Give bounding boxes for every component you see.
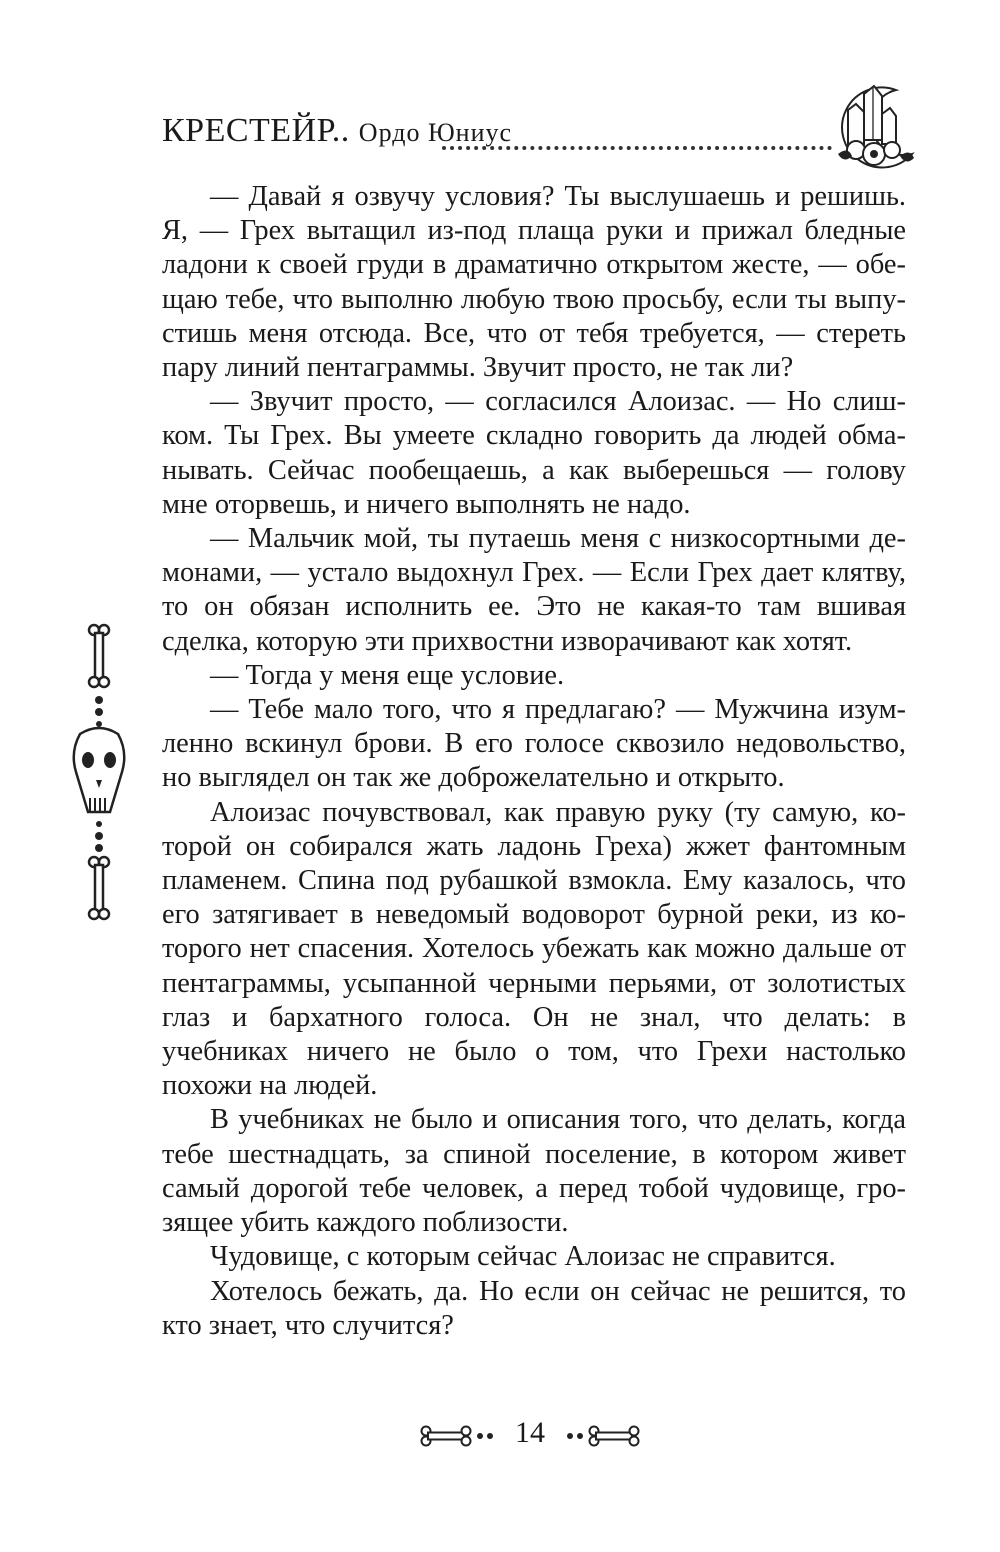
paragraph: В учебниках не было и описания того, что делать, когда тебе шестнадцать, за спиной поселение, в котором живет самый дорогой тебе человек, а перед тобой чудовище, грозящее убить каждого поблизости. — [162, 1104, 906, 1239]
bone-icon — [420, 1424, 496, 1448]
paragraph: — Тебе мало того, что я предлагаю? — Мужчина изумленно вскинул брови. В его голосе сквозило недовольство, но выглядел он так же доброжелательно и открыто. — [162, 694, 906, 794]
header-dotted-rule — [442, 126, 832, 150]
body-text — [162, 180, 906, 1343]
author-name: Ордо Юниус — [358, 118, 513, 147]
series-title: КРЕСТЕЙР.. — [162, 112, 350, 149]
crystal-moon-icon — [826, 84, 922, 176]
paragraph: Алоизас почувствовал, как правую руку (ту самую, которой он собирался жать ладонь Греха) жжет фантомным пламенем. Спина под рубашкой взмокла. Ему казалось, что его затягивает в неведомый водоворот бурной реки, из которого нет спасения. Хотелось убежать как можно дальше от пентаграммы, усыпанной черными перьями, от золотистых глаз и бархатного голоса. Он не знал, что делать: в учебниках ничего не было о том, что Грехи настолько похожи на людей. — [162, 796, 906, 1102]
paragraph: — Мальчик мой, ты путаешь меня с низкосортными демонами, — устало выдохнул Грех. — Если Грех дает клятву, то он обязан исполнить ее. Это не какая-то там вшивая сделка, которую эти прихвостни изворачивают как хотят. — [162, 523, 906, 657]
bone-icon — [564, 1424, 640, 1448]
page-number: 14 — [515, 1416, 545, 1449]
running-header — [162, 104, 922, 174]
paragraph: — Звучит просто, — согласился Алоизас. — Но слишком. Ты Грех. Вы умеете складно говорить да людей обманывать. Сейчас пообещаешь, а как выберешься — голову мне оторвешь, и ничего выполнять не надо. — [162, 386, 906, 520]
paragraph: — Давай я озвучу условия? Ты выслушаешь и решишь. Я, — Грех вытащил из-под плаща руки и прижал бледные ладони к своей груди в драматично открытом жесте, — обещаю тебе, что выполню любую твою просьбу, если ты выпустишь меня отсюда. Все, что от тебя требуется, — стереть пару линий пентаграммы. Звучит просто, не так ли? — [162, 181, 906, 384]
paragraph: Чудовище, с которым сейчас Алоизас не справится. — [210, 1241, 836, 1273]
page-footer — [420, 1412, 640, 1460]
bone-skull-ornament-icon — [66, 622, 132, 922]
paragraph: Хотелось бежать, да. Но если он сейчас не решится, то кто знает, что случится? — [162, 1275, 906, 1341]
paragraph: — Тогда у меня еще условие. — [210, 659, 565, 691]
